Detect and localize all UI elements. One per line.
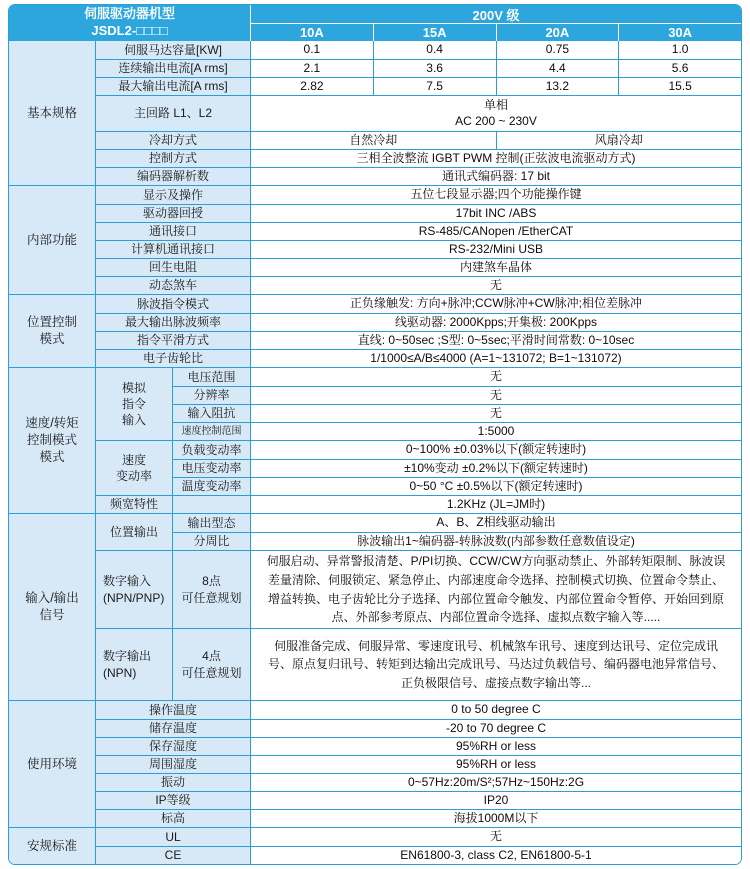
cell-value: 直线: 0~50sec ;S型: 0~5sec;平滑时间常数: 0~10sec xyxy=(251,332,741,349)
group-line: 输入 xyxy=(121,413,146,428)
row-label: IP等级 xyxy=(96,792,251,809)
label-line: 数字输入 xyxy=(103,573,152,588)
section-io-signals xyxy=(9,513,741,700)
table-body xyxy=(9,41,741,864)
row-label: 周围湿度 xyxy=(96,756,251,773)
group-line: 变动率 xyxy=(115,469,152,483)
row-label: 冷却方式 xyxy=(96,132,251,149)
cell-value: 通讯式编码器: 17 bit xyxy=(251,168,741,185)
table-row xyxy=(96,791,741,809)
model-column-header-20a: 20A xyxy=(496,24,619,41)
row-label: 输出型态 xyxy=(173,514,251,532)
category-line: 速度/转矩 xyxy=(25,416,79,431)
cell-value: 无 xyxy=(251,277,741,294)
table-row xyxy=(96,222,741,240)
digital-output-points xyxy=(173,629,251,700)
row-label: 电压范围 xyxy=(173,368,251,386)
table-row xyxy=(96,95,741,131)
cell-value: 13.2 xyxy=(496,78,619,95)
group-line: 速度 xyxy=(121,452,146,467)
model-column-header-30a: 30A xyxy=(618,24,741,41)
table-row xyxy=(173,477,741,495)
main-circuit-line1: 单相 xyxy=(483,97,508,112)
category-line: 位置控制 xyxy=(26,315,77,330)
cell-value xyxy=(251,96,741,131)
table-row xyxy=(96,276,741,294)
label-line: (NPN) xyxy=(103,665,137,680)
row-label: CE xyxy=(96,847,251,864)
table-row xyxy=(173,532,741,550)
table-row xyxy=(96,258,741,276)
row-label: 显示及操作 xyxy=(96,186,251,204)
table-row xyxy=(96,495,741,513)
cell-value: 三相全波整流 IGBT PWM 控制(正弦波电流驱动方式) xyxy=(251,150,741,167)
row-label: 频宽特性 xyxy=(96,496,173,513)
cell-value: EN61800-3, class C2, EN61800-5-1 xyxy=(251,847,741,864)
model-title-line1: 伺服驱动器机型 xyxy=(83,6,175,22)
table-row xyxy=(96,149,741,167)
cell-value: 95%RH or less xyxy=(251,756,741,773)
row-label: 标高 xyxy=(96,810,251,827)
cell-value: 无 xyxy=(251,405,741,422)
cell-value: 0.75 xyxy=(496,41,619,59)
cell-value: 0 to 50 degree C xyxy=(251,701,741,719)
cell-value: 3.6 xyxy=(373,60,496,77)
section-environment xyxy=(9,700,741,827)
cell-value: 7.5 xyxy=(373,78,496,95)
label-line: 数字输出 xyxy=(103,648,152,663)
table-row xyxy=(96,41,741,59)
row-label: 操作温度 xyxy=(96,701,251,719)
cell-value: 内建煞车晶体 xyxy=(251,259,741,276)
row-label: 回生电阻 xyxy=(96,259,251,276)
row-label: 脉波指令模式 xyxy=(96,295,251,313)
row-label: 保存湿度 xyxy=(96,738,251,755)
row-label: 电压变动率 xyxy=(173,460,251,477)
section-basic-specs xyxy=(9,41,741,185)
table-row xyxy=(96,313,741,331)
cell-value: 17bit INC /ABS xyxy=(251,205,741,222)
table-row xyxy=(173,404,741,422)
cell-value: 0.1 xyxy=(251,41,373,59)
model-column-header-15a: 15A xyxy=(373,24,496,41)
cell-value: RS-232/Mini USB xyxy=(251,241,741,258)
table-row xyxy=(96,167,741,185)
servo-spec-table xyxy=(8,4,742,865)
cell-value: 1.0 xyxy=(618,41,741,59)
section-internal-functions xyxy=(9,185,741,294)
table-row xyxy=(96,77,741,95)
category-line: 模式 xyxy=(39,449,65,464)
category-label-safety: 安规标准 xyxy=(9,828,96,864)
table-row xyxy=(96,737,741,755)
cell-value: 2.82 xyxy=(251,78,373,95)
cell-value: 15.5 xyxy=(618,78,741,95)
row-label: 编码器解析数 xyxy=(96,168,251,185)
cell-value: 0~50 °C ±0.5%以下(额定转速时) xyxy=(251,478,741,495)
table-row xyxy=(96,59,741,77)
table-row xyxy=(173,386,741,404)
row-label-digital-output xyxy=(96,629,173,700)
table-row xyxy=(173,441,741,459)
cell-value: RS-485/CANopen /EtherCAT xyxy=(251,223,741,240)
model-column-header-10a: 10A xyxy=(299,25,324,40)
empty-cell xyxy=(173,496,251,513)
group-label-position-output: 位置输出 xyxy=(96,514,173,550)
section-speed-torque xyxy=(9,367,741,513)
cell-value: 自然冷却 xyxy=(251,132,496,149)
cell-value: 2.1 xyxy=(251,60,373,77)
model-title-cell xyxy=(9,5,251,41)
row-label: 温度变动率 xyxy=(173,478,251,495)
table-row xyxy=(96,773,741,791)
position-output-group xyxy=(96,514,741,550)
row-label: 电子齿轮比 xyxy=(96,350,251,367)
cell-value: 正负缘触发: 方向+脉冲;CCW脉冲+CW脉冲;相位差脉冲 xyxy=(251,295,741,313)
digital-input-points xyxy=(173,551,251,628)
speed-fluctuation-group xyxy=(96,440,741,495)
row-label: 输入阻抗 xyxy=(173,405,251,422)
cell-value: 1/1000≤A/B≤4000 (A=1~131072; B=1~131072) xyxy=(251,350,741,367)
cell-value: 线驱动器: 2000Kpps;开集极: 200Kpps xyxy=(251,314,741,331)
points-line: 可任意规划 xyxy=(181,590,242,605)
cell-value: 伺服准备完成、伺服异常、零速度讯号、机械煞车讯号、速度到达讯号、定位完成讯号、原点复归讯号、转矩到达输出完成讯号、马达过负载信号、编码器电池异常信号、正负极限信号、虚接点数字输出等... xyxy=(251,629,741,700)
group-label-analog-input xyxy=(96,368,173,440)
cell-value: ±10%变动 ±0.2%以下(额定转速时) xyxy=(251,460,741,477)
cell-value: 0.4 xyxy=(373,41,496,59)
label-line: (NPN/PNP) xyxy=(103,590,165,605)
category-label-io xyxy=(9,514,96,700)
category-label-internal: 内部功能 xyxy=(9,186,96,294)
table-row xyxy=(96,846,741,864)
digital-input-row xyxy=(96,550,741,628)
row-label: 储存温度 xyxy=(96,720,251,737)
cell-value: 脉波输出1~编码器-转脉波数(内部参数任意数值设定) xyxy=(251,533,741,550)
row-label: 连续输出电流[A rms] xyxy=(96,60,251,77)
table-header xyxy=(9,5,741,41)
cell-value: 无 xyxy=(251,368,741,386)
row-label: 分辨率 xyxy=(173,387,251,404)
group-line: 指令 xyxy=(121,396,146,411)
model-title-line2: JSDL2-□□□□ xyxy=(91,23,168,38)
table-row xyxy=(96,349,741,367)
row-label: 主回路 L1、L2 xyxy=(96,96,251,131)
table-row xyxy=(96,131,741,149)
cell-value: 1:5000 xyxy=(251,423,741,440)
cell-value: 海拔1000M以下 xyxy=(251,810,741,827)
cell-value: 0~57Hz:20m/S²;57Hz~150Hz:2G xyxy=(251,774,741,791)
category-line: 信号 xyxy=(39,608,65,622)
digital-output-row xyxy=(96,628,741,700)
cell-value: A、B、Z相线驱动输出 xyxy=(251,514,741,532)
table-row xyxy=(96,828,741,846)
group-label-speed-fluctuation xyxy=(96,441,173,495)
category-line: 输入/输出 xyxy=(25,591,79,606)
section-position-control xyxy=(9,294,741,367)
table-row xyxy=(96,755,741,773)
table-row xyxy=(96,701,741,719)
cell-value: 4.4 xyxy=(496,60,619,77)
table-row xyxy=(173,422,741,440)
cell-value: 五位七段显示器;四个功能操作键 xyxy=(251,186,741,204)
row-label: UL xyxy=(96,828,251,846)
table-row xyxy=(96,240,741,258)
row-label: 速度控制范围 xyxy=(173,423,251,440)
row-label: 分周比 xyxy=(173,533,251,550)
points-line: 4点 xyxy=(202,648,221,663)
table-row xyxy=(173,514,741,532)
category-label-speed-torque xyxy=(9,368,96,513)
table-row xyxy=(173,368,741,386)
category-label-basic: 基本规格 xyxy=(9,41,96,185)
table-row xyxy=(96,809,741,827)
cell-value: 伺服启动、异常警报清楚、P/PI切换、CCW/CW方向驱动禁止、外部转矩限制、脉波误差量清除、伺服锁定、紧急停止、内部速度命令选择、控制模式切换、位置命令禁止、增益转换、电子齿轮比分子选择、内部位置命令触发、内部位置命令暂停、开始回到原点、外部参考原点、内部位置命令选择、虚拟点数字输入等..... xyxy=(251,551,741,628)
row-label: 最大输出脉波频率 xyxy=(96,314,251,331)
row-label: 动态煞车 xyxy=(96,277,251,294)
cell-value: 无 xyxy=(251,387,741,404)
section-safety-standards xyxy=(9,827,741,864)
voltage-class-group xyxy=(251,5,741,41)
table-row xyxy=(96,295,741,313)
table-row xyxy=(96,186,741,204)
category-line: 控制模式 xyxy=(26,433,77,448)
cell-value: 5.6 xyxy=(618,60,741,77)
table-row xyxy=(96,331,741,349)
voltage-class-header: 200V 级 xyxy=(472,7,520,23)
cell-value: IP20 xyxy=(251,792,741,809)
points-line: 8点 xyxy=(202,573,221,588)
cell-value: 风扇冷却 xyxy=(496,132,742,149)
row-label: 伺服马达容量[KW] xyxy=(96,41,251,59)
cell-value: 1.2KHz (JL=JM时) xyxy=(251,496,741,513)
category-label-environment: 使用环境 xyxy=(9,701,96,827)
table-row xyxy=(96,719,741,737)
row-label: 驱动器回授 xyxy=(96,205,251,222)
table-row xyxy=(173,459,741,477)
group-line: 模拟 xyxy=(121,380,146,395)
category-line: 模式 xyxy=(39,332,65,346)
cell-value: 无 xyxy=(251,828,741,846)
row-label: 负载变动率 xyxy=(173,441,251,459)
row-label: 指令平滑方式 xyxy=(96,332,251,349)
cell-value: 95%RH or less xyxy=(251,738,741,755)
analog-input-group xyxy=(96,368,741,440)
row-label: 计算机通讯接口 xyxy=(96,241,251,258)
row-label: 最大输出电流[A rms] xyxy=(96,78,251,95)
row-label-digital-input xyxy=(96,551,173,628)
row-label: 通讯接口 xyxy=(96,223,251,240)
cell-value: 0~100% ±0.03%以下(额定转速时) xyxy=(251,441,741,459)
table-row xyxy=(96,204,741,222)
cell-value: -20 to 70 degree C xyxy=(251,720,741,737)
category-label-position xyxy=(9,295,96,367)
row-label: 振动 xyxy=(96,774,251,791)
points-line: 可任意规划 xyxy=(181,665,242,680)
main-circuit-line2: AC 200 ~ 230V xyxy=(455,113,537,128)
row-label: 控制方式 xyxy=(96,150,251,167)
model-columns-row xyxy=(251,23,741,41)
